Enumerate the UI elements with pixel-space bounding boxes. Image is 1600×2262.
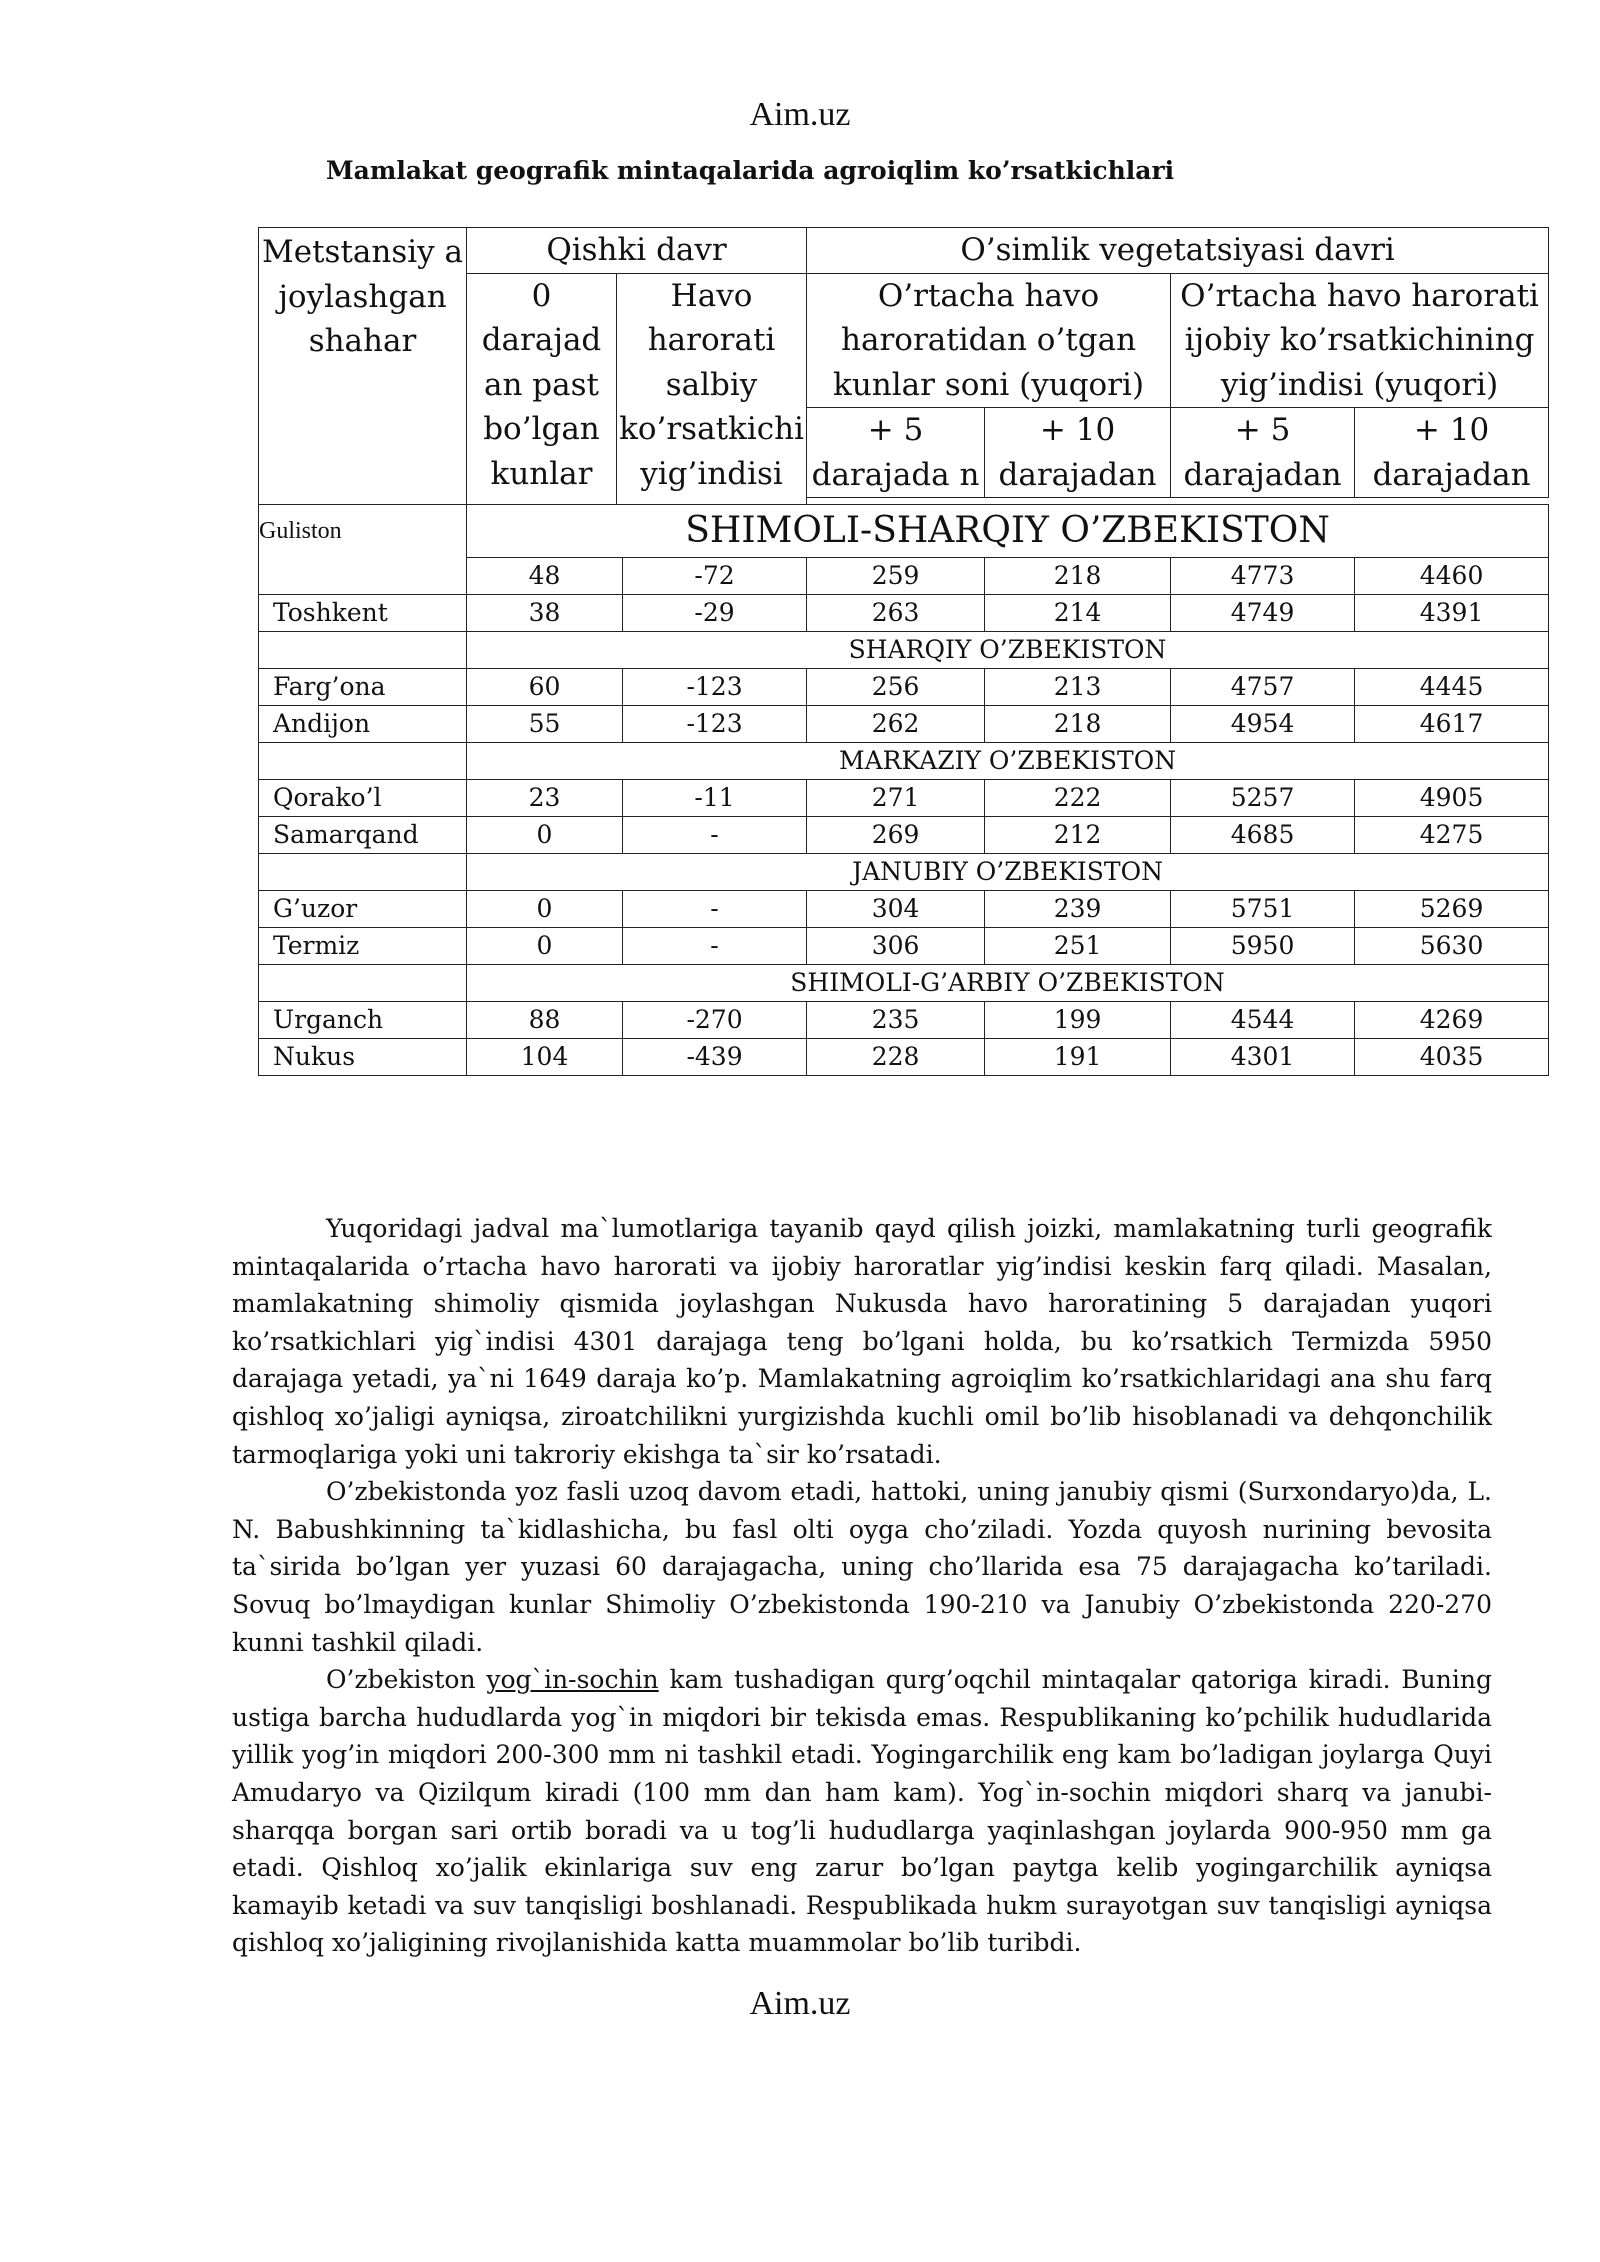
paragraph-text: kam tushadigan qurg’oqchil mintaqalar qatoriga kiradi. Buning ustiga barcha hududlarda yog`in miqdori bir tekisda emas. Respublikaning ko’pchilik hududlarida yillik yog’in miqdori 200-300 mm ni tashkil etadi. Yogingarchilik eng kam bo’ladigan joylarga Quyi Amudaryo va Qizilqum kiradi (100 mm dan ham kam). Yog`in-sochin miqdori sharq va janubi-sharqqa borgan sari ortib boradi va u tog’li hududlarga yaqinlashgan joylarda 900-950 mm ga etadi. Qishloq xo’jalik ekinlariga suv eng zarur bo’lgan paytga kelib yogingarchilik ayniqsa kamayib ketadi va suv tanqisligi boshlanadi. Respublikada hukm surayotgan suv tanqisligi ayniqsa qishloq xo’jaligining rivojlanishida katta muammolar bo’lib turibdi. xyxy=(232,1665,1492,1958)
header-days-above: O’rtacha havo haroratidan o’tgan kunlar soni (yuqori) xyxy=(807,273,1171,408)
value-cell: 306 xyxy=(807,928,985,965)
paragraph: O’zbekistonda yoz fasli uzoq davom etadi, hattoki, uning janubiy qismi (Surxondaryo)da, L. N. Babushkinning ta`kidlashicha, bu fasl olti oyga cho’ziladi. Yozda quyosh nurining bevosita ta`sirida bo’lgan yer yuzasi 60 darajagacha, uning cho’llarida esa 75 darajagacha ko’tariladi. Sovuq bo’lmaydigan kunlar Shimoliy O’zbekistonda 190-210 va Janubiy O’zbekistonda 220-270 kunni tashkil qiladi. xyxy=(232,1477,1492,1657)
value-cell: 4954 xyxy=(1171,706,1355,743)
body-text xyxy=(232,1210,1492,1962)
value-cell: 259 xyxy=(807,558,985,595)
header-winter: Qishki davr xyxy=(467,228,807,274)
value-cell: 235 xyxy=(807,1002,985,1039)
site-header: Aim.uz xyxy=(749,96,851,133)
empty-cell xyxy=(259,632,467,669)
value-cell: 199 xyxy=(985,1002,1171,1039)
value-cell: -270 xyxy=(623,1002,807,1039)
header-positive-sum: O’rtacha havo harorati ijobiy ko’rsatkichining yig’indisi (yuqori) xyxy=(1171,273,1549,408)
header-vegetation: O’simlik vegetatsiyasi davri xyxy=(807,228,1549,274)
value-cell: 23 xyxy=(467,780,623,817)
region-heading: SHARQIY O’ZBEKISTON xyxy=(467,632,1549,669)
empty-cell xyxy=(259,965,467,1002)
value-cell: 222 xyxy=(985,780,1171,817)
header-plus5-sum: + 5 darajadan xyxy=(1171,408,1355,498)
value-cell: - xyxy=(623,817,807,854)
value-cell: 4035 xyxy=(1355,1039,1549,1076)
value-cell: 218 xyxy=(985,558,1171,595)
empty-cell xyxy=(259,854,467,891)
city-cell: Qorako’l xyxy=(259,780,467,817)
value-cell: 214 xyxy=(985,595,1171,632)
region-heading: JANUBIY O’ZBEKISTON xyxy=(467,854,1549,891)
value-cell: 4749 xyxy=(1171,595,1355,632)
value-cell: 55 xyxy=(467,706,623,743)
value-cell: 4269 xyxy=(1355,1002,1549,1039)
value-cell: 4773 xyxy=(1171,558,1355,595)
header-plus5-days: + 5 darajada n xyxy=(807,408,985,498)
value-cell: 88 xyxy=(467,1002,623,1039)
table-row xyxy=(259,780,1549,817)
value-cell: 239 xyxy=(985,891,1171,928)
value-cell: -11 xyxy=(623,780,807,817)
value-cell: 4275 xyxy=(1355,817,1549,854)
city-cell: G’uzor xyxy=(259,891,467,928)
value-cell: 5269 xyxy=(1355,891,1549,928)
value-cell: 228 xyxy=(807,1039,985,1076)
empty-cell xyxy=(259,743,467,780)
value-cell: 256 xyxy=(807,669,985,706)
value-cell: 5257 xyxy=(1171,780,1355,817)
value-cell: 251 xyxy=(985,928,1171,965)
table-row xyxy=(259,891,1549,928)
site-footer: Aim.uz xyxy=(749,1985,851,2022)
value-cell: - xyxy=(623,928,807,965)
table-row xyxy=(259,928,1549,965)
city-cell: Samarqand xyxy=(259,817,467,854)
agroclimate-table xyxy=(258,227,1549,1076)
value-cell: 38 xyxy=(467,595,623,632)
value-cell: 213 xyxy=(985,669,1171,706)
table-row xyxy=(259,706,1549,743)
region-heading: SHIMOLI-G’ARBIY O’ZBEKISTON xyxy=(467,965,1549,1002)
value-cell: 60 xyxy=(467,669,623,706)
paragraph-text: O’zbekiston xyxy=(326,1665,487,1695)
header-negative-sum: Havo harorati salbiy ko’rsatkichi yig’indisi xyxy=(617,273,807,505)
value-cell: 4460 xyxy=(1355,558,1549,595)
region-heading: MARKAZIY O’ZBEKISTON xyxy=(467,743,1549,780)
value-cell: - xyxy=(623,891,807,928)
value-cell: -439 xyxy=(623,1039,807,1076)
value-cell: 4905 xyxy=(1355,780,1549,817)
value-cell: 4445 xyxy=(1355,669,1549,706)
value-cell: 0 xyxy=(467,928,623,965)
value-cell: 4544 xyxy=(1171,1002,1355,1039)
value-cell: 218 xyxy=(985,706,1171,743)
city-cell: Andijon xyxy=(259,706,467,743)
table-row xyxy=(259,1002,1549,1039)
paragraph xyxy=(232,1661,1492,1962)
document-title: Mamlakat geografik mintaqalarida agroiqlim ko’rsatkichlari xyxy=(326,156,1175,185)
value-cell: -29 xyxy=(623,595,807,632)
value-cell: 304 xyxy=(807,891,985,928)
value-cell: 104 xyxy=(467,1039,623,1076)
value-cell: 191 xyxy=(985,1039,1171,1076)
value-cell: 4757 xyxy=(1171,669,1355,706)
header-city: Metstansiy a joylashgan shahar xyxy=(259,228,467,505)
city-cell: Nukus xyxy=(259,1039,467,1076)
city-cell: Termiz xyxy=(259,928,467,965)
table-row xyxy=(259,817,1549,854)
value-cell: 212 xyxy=(985,817,1171,854)
table-row xyxy=(259,1039,1549,1076)
table-row xyxy=(259,669,1549,706)
value-cell: 48 xyxy=(467,558,623,595)
value-cell: 262 xyxy=(807,706,985,743)
value-cell: 271 xyxy=(807,780,985,817)
header-plus10-sum: + 10 darajadan xyxy=(1355,408,1549,498)
value-cell: 5751 xyxy=(1171,891,1355,928)
table-row xyxy=(259,595,1549,632)
value-cell: 5630 xyxy=(1355,928,1549,965)
value-cell: 0 xyxy=(467,891,623,928)
city-cell: Guliston xyxy=(259,505,467,595)
underlined-term: yog`in-sochin xyxy=(486,1665,659,1695)
value-cell: 0 xyxy=(467,817,623,854)
value-cell: 4617 xyxy=(1355,706,1549,743)
city-cell: Toshkent xyxy=(259,595,467,632)
value-cell: 4391 xyxy=(1355,595,1549,632)
value-cell: 269 xyxy=(807,817,985,854)
region-heading: SHIMOLI-SHARQIY O’ZBEKISTON xyxy=(467,505,1549,558)
value-cell: 263 xyxy=(807,595,985,632)
city-cell: Farg’ona xyxy=(259,669,467,706)
header-days-below-zero: 0 darajad an past bo’lgan kunlar xyxy=(467,273,617,505)
paragraph: Yuqoridagi jadval ma`lumotlariga tayanib qayd qilish joizki, mamlakatning turli geografik mintaqalarida o’rtacha havo harorati va ijobiy haroratlar yig’indisi keskin farq qiladi. Masalan, mamlakatning shimoliy qismida joylashgan Nukusda havo haroratining 5 darajadan yuqori ko’rsatkichlari yig`indisi 4301 darajaga teng bo’lgani holda, bu ko’rsatkich Termizda 5950 darajaga yetadi, ya`ni 1649 daraja ko’p. Mamlakatning agroiqlim ko’rsatkichlaridagi ana shu farq qishloq xo’jaligi ayniqsa, ziroatchilikni yurgizishda kuchli omil bo’lib hisoblanadi va dehqonchilik tarmoqlariga yoki uni takroriy ekishga ta`sir ko’rsatadi. xyxy=(232,1214,1492,1469)
city-cell: Urganch xyxy=(259,1002,467,1039)
value-cell: -72 xyxy=(623,558,807,595)
value-cell: -123 xyxy=(623,706,807,743)
value-cell: 4301 xyxy=(1171,1039,1355,1076)
value-cell: 4685 xyxy=(1171,817,1355,854)
value-cell: 5950 xyxy=(1171,928,1355,965)
header-plus10-days: + 10 darajadan xyxy=(985,408,1171,498)
value-cell: -123 xyxy=(623,669,807,706)
